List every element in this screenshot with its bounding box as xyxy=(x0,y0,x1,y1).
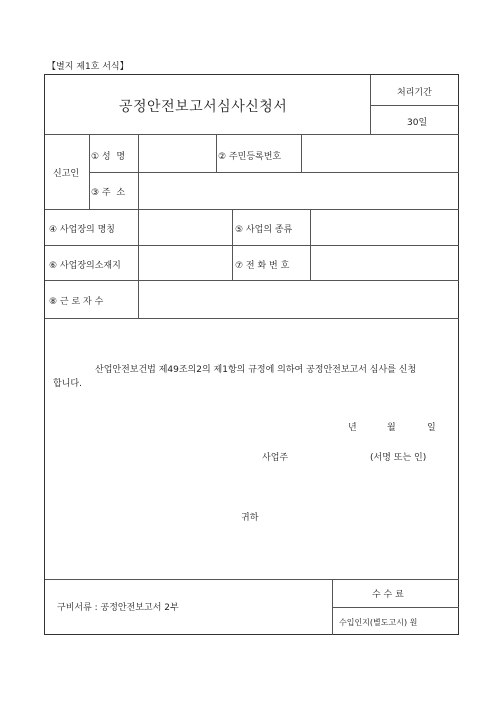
divider xyxy=(310,209,311,280)
processing-period-value: 30일 xyxy=(407,118,428,128)
divider xyxy=(216,134,217,172)
address-label: ③ 주 소 xyxy=(91,188,126,198)
divider xyxy=(45,134,459,135)
required-documents: 구비서류 : 공정안전보고서 2부 xyxy=(57,603,179,613)
divider xyxy=(45,318,459,319)
application-form xyxy=(44,74,459,635)
applicant-group-label: 신고인 xyxy=(53,169,80,179)
date-day-label: 일 xyxy=(427,423,436,433)
fee-label: 수 수 료 xyxy=(372,590,404,600)
workplace-name-label: ④ 사업장의 명칭 xyxy=(49,225,115,235)
business-owner-label: 사업주 xyxy=(262,453,289,463)
divider xyxy=(89,134,90,209)
divider xyxy=(45,579,459,580)
form-number-label: 【별지 제1호 서식】 xyxy=(47,62,129,72)
form-title: 공정안전보고서심사신청서 xyxy=(119,99,288,115)
processing-period-label: 처리기간 xyxy=(397,88,432,98)
divider xyxy=(45,280,459,281)
divider xyxy=(89,172,459,173)
divider xyxy=(370,105,459,106)
date-year-label: 년 xyxy=(348,423,357,433)
phone-number-label: ⑦ 전 화 번 호 xyxy=(235,261,290,271)
business-type-label: ⑤ 사업의 종류 xyxy=(235,225,293,235)
divider xyxy=(301,134,302,172)
divider xyxy=(332,579,333,635)
resident-number-label: ② 주민등록번호 xyxy=(218,152,282,162)
divider xyxy=(45,245,459,246)
recipient-label: 귀하 xyxy=(241,513,259,523)
signature-label: (서명 또는 인) xyxy=(370,453,427,463)
divider xyxy=(45,209,459,210)
date-month-label: 월 xyxy=(387,423,396,433)
divider xyxy=(232,209,233,280)
application-statement: 산업안전보건법 제49조의2의 제1항의 규정에 의하여 공정안전보고서 심사를 신청 xyxy=(95,365,417,375)
application-statement-end: 합니다. xyxy=(53,379,82,389)
divider xyxy=(332,607,459,608)
name-label: ① 성 명 xyxy=(91,152,126,162)
fee-value: 수입인지(별도고시) 원 xyxy=(339,618,418,627)
worker-count-label: ⑧ 근 로 자 수 xyxy=(49,297,104,307)
workplace-location-label: ⑥ 사업장의소재지 xyxy=(49,261,121,271)
divider xyxy=(138,134,139,318)
divider xyxy=(370,75,371,134)
